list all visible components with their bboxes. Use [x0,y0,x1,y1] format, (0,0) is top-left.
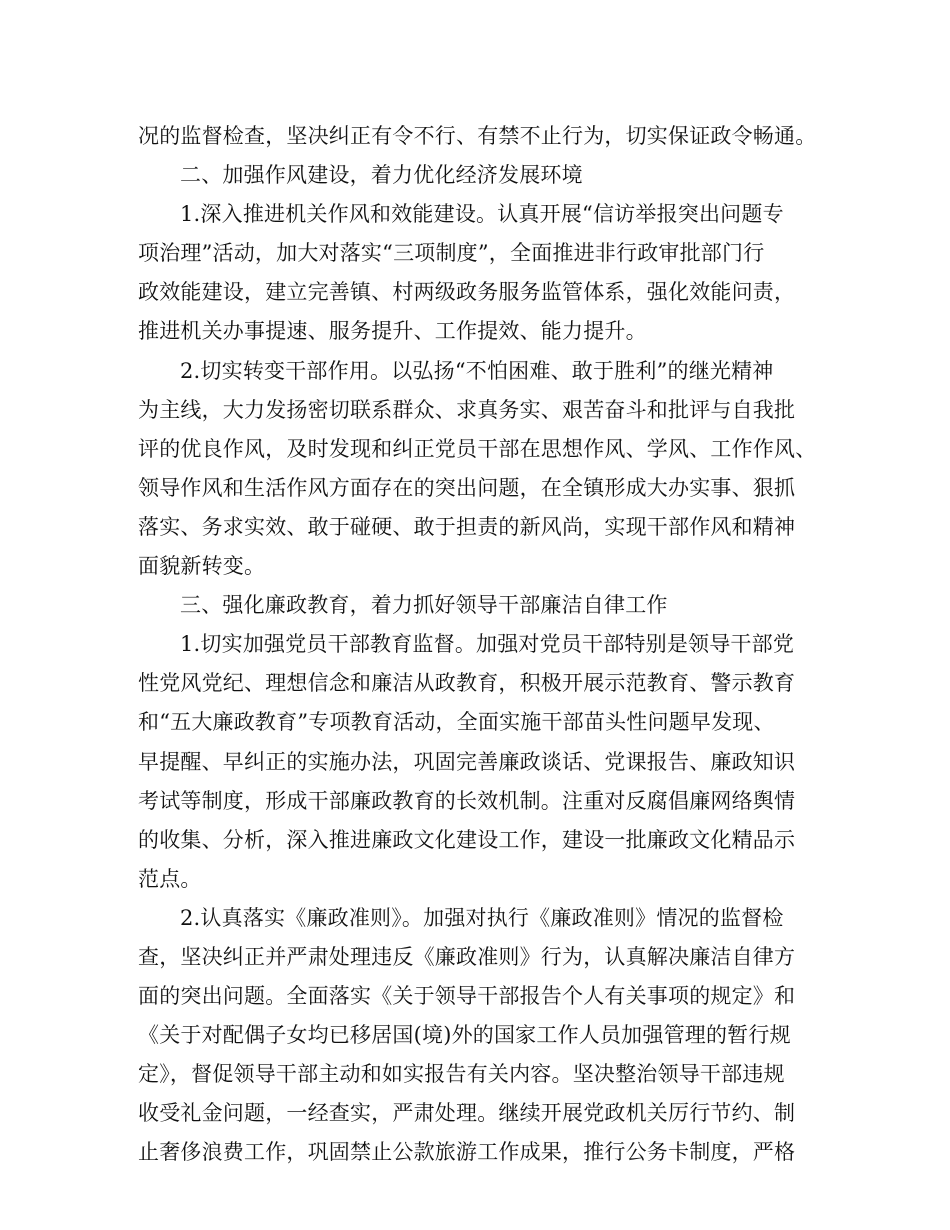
text-line: 查，坚决纠正并严肃处理违反《廉政准则》行为，认真解决廉洁自律方 [138,944,796,969]
text-line: 面貌新转变。 [138,554,266,579]
text-line: 领导作风和生活作风方面存在的突出问题，在全镇形成大办实事、狠抓 [138,475,796,500]
text-line: 政效能建设，建立完善镇、村两级政务服务监管体系，强化效能问责， [138,280,796,305]
text-line: 的收集、分析，深入推进廉政文化建设工作，建设一批廉政文化精品示 [138,827,796,852]
text-line: 为主线，大力发扬密切联系群众、求真务实、艰苦奋斗和批评与自我批 [138,397,796,422]
text-line: 2.切实转变干部作用。以弘扬“不怕困难、敢于胜利”的继光精神 [180,358,774,383]
text-line: 早提醒、早纠正的实施办法，巩固完善廉政谈话、党课报告、廉政知识 [138,749,796,774]
text-line: 收受礼金问题，一经查实，严肃处理。继续开展党政机关厉行节约、制 [138,1101,796,1126]
text-line: 二、加强作风建设，着力优化经济发展环境 [180,163,583,188]
text-line: 2.认真落实《廉政准则》。加强对执行《廉政准则》情况的监督检 [180,905,784,930]
text-line: 考试等制度，形成干部廉政教育的长效机制。注重对反腐倡廉网络舆情 [138,788,796,813]
text-line: 三、强化廉政教育，着力抓好领导干部廉洁自律工作 [180,593,668,618]
text-line: 项治理”活动，加大对落实“三项制度”，全面推进非行政审批部门行 [138,241,765,266]
text-line: 和“五大廉政教育”专项教育活动，全面实施干部苗头性问题早发现、 [138,710,775,735]
text-line: 推进机关办事提速、服务提升、工作提效、能力提升。 [138,319,647,344]
text-line: 性党风党纪、理想信念和廉洁从政教育，积极开展示范教育、警示教育 [138,671,796,696]
text-line: 《关于对配偶子女均已移居国(境)外的国家工作人员加强管理的暂行规 [138,1023,791,1048]
text-line: 1.切实加强党员干部教育监督。加强对党员干部特别是领导干部党 [180,632,795,657]
text-line: 面的突出问题。全面落实《关于领导干部报告个人有关事项的规定》和 [138,984,796,1009]
text-line: 评的优良作风，及时发现和纠正党员干部在思想作风、学风、工作作风、 [138,436,817,461]
text-line: 定》，督促领导干部主动和如实报告有关内容。坚决整治领导干部违规 [138,1062,785,1087]
text-line: 况的监督检查，坚决纠正有令不行、有禁不止行为，切实保证政令畅通。 [138,124,817,148]
text-line: 范点。 [138,866,202,891]
text-line: 止奢侈浪费工作，巩固禁止公款旅游工作成果，推行公务卡制度，严格 [138,1140,796,1165]
text-line: 落实、务求实效、敢于碰硬、敢于担责的新风尚，实现干部作风和精神 [138,514,796,539]
text-line: 1.深入推进机关作风和效能建设。认真开展“信访举报突出问题专 [180,202,784,227]
document-body [138,117,828,1173]
